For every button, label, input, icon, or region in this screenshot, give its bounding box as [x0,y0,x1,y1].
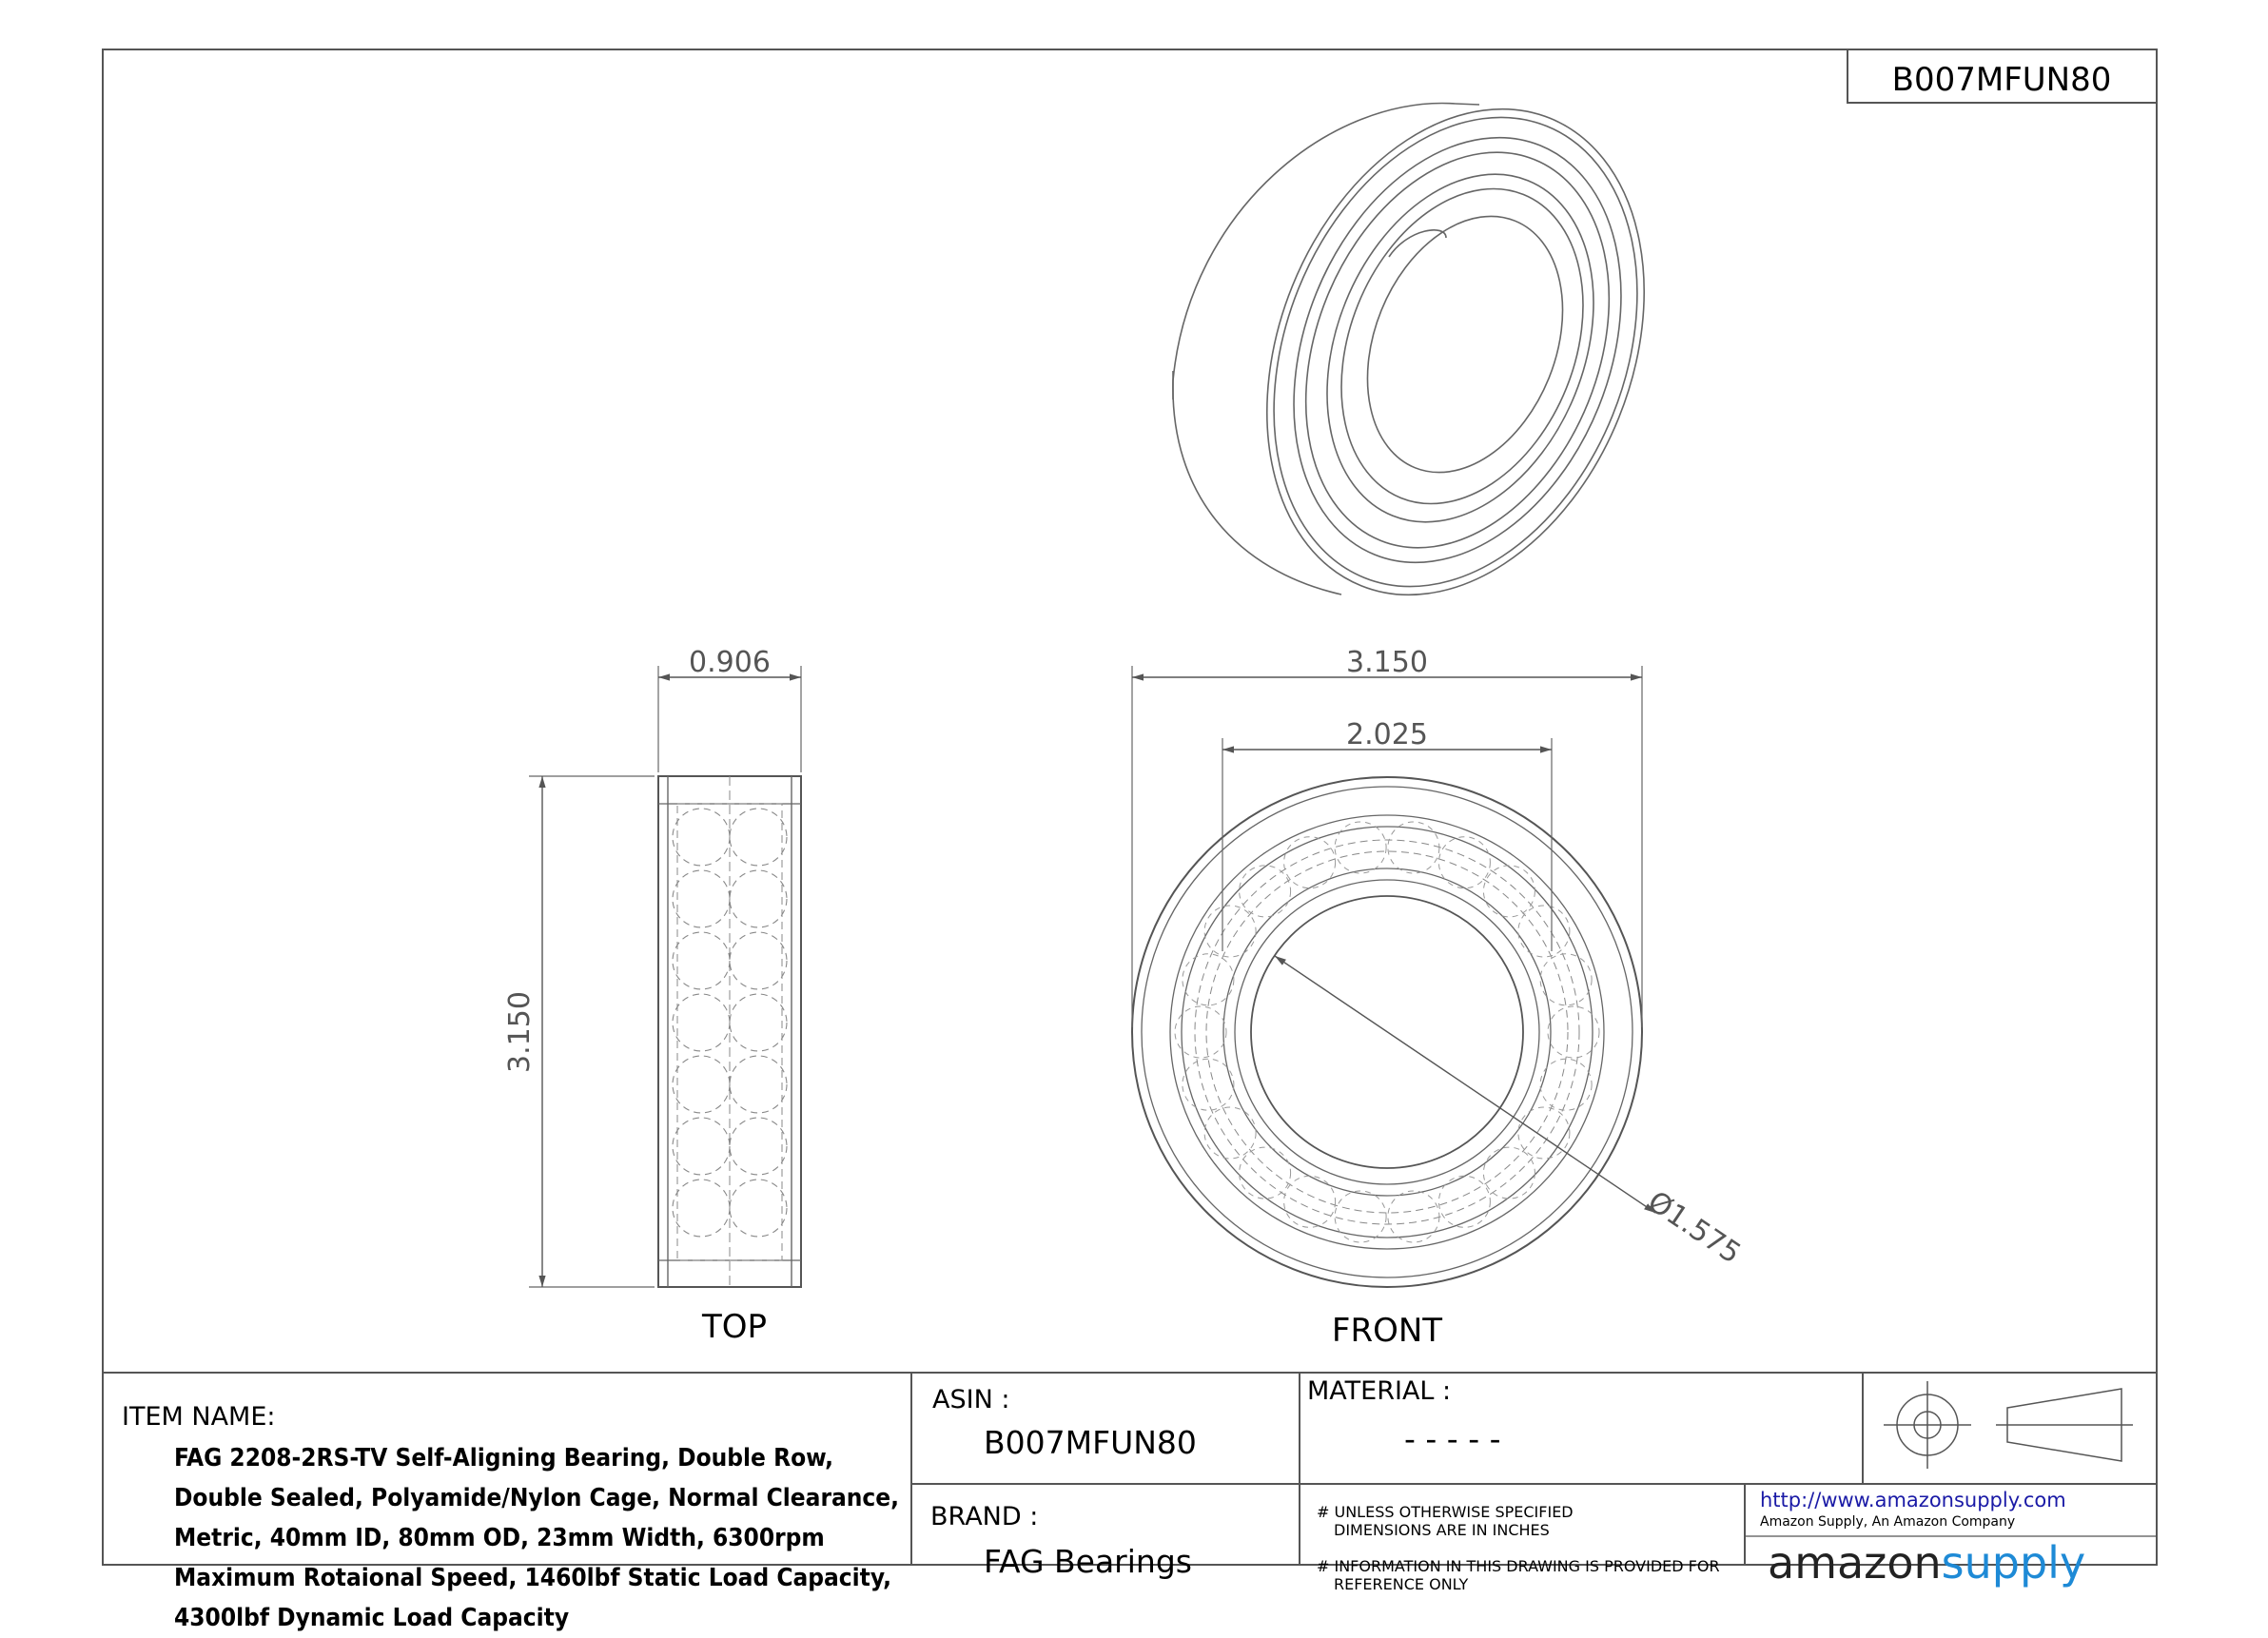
front-view-label: FRONT [1331,1312,1443,1350]
rolling-element [1204,1107,1256,1159]
rolling-element [1183,1059,1234,1110]
dim-top-height: 3.150 [503,991,537,1073]
logo-amazon: amazon [1768,1537,1942,1589]
dim-front-pitch: 2.025 [1346,718,1428,751]
rolling-element [1240,1147,1291,1199]
asin-value: B007MFUN80 [984,1424,1197,1461]
dim-top-width: 0.906 [689,646,771,679]
rolling-element [1335,822,1386,873]
rolling-element [1388,1191,1439,1242]
supplier-url-link[interactable]: http://www.amazonsupply.com [1760,1489,2066,1511]
rolling-element [1240,866,1291,917]
rolling-element [1518,1107,1570,1159]
sheet-border [103,49,2157,1565]
rolling-element [1284,837,1336,888]
brand-value: FAG Bearings [984,1543,1192,1580]
front-view [1132,666,1655,1287]
isometric-view [1173,52,1713,652]
part-number: B007MFUN80 [1891,61,2112,99]
amazon-supply-logo [1768,1539,2085,1587]
note-units-line2: DIMENSIONS ARE IN INCHES [1334,1521,1550,1539]
rolling-element [1483,1147,1535,1199]
rolling-element [1438,837,1490,888]
rolling-element [1540,954,1592,1005]
supplier-company: Amazon Supply, An Amazon Company [1760,1514,2016,1530]
item-name-value: FAG 2208-2RS-TV Self-Aligning Bearing, Double Row, Double Sealed, Polyamide/Nylon Cage, Normal Clearance, Metric, 40mm ID, 80mm OD, 23mm Width, 6300rpm Maximum Rotaional Speed, 1460lbf Static Load Capacity, 4300lbf Dynamic Load Capacity [174,1444,900,1632]
note-reference-line2: REFERENCE ONLY [1334,1575,1469,1593]
rolling-element [1183,954,1234,1005]
material-label: MATERIAL : [1307,1376,1452,1406]
asin-label: ASIN : [932,1385,1010,1414]
rolling-element [1284,1176,1336,1227]
projection-symbol-icon [1884,1381,2133,1469]
rolling-element [1388,822,1439,873]
material-value: - - - - - [1404,1420,1501,1457]
dim-front-outer: 3.150 [1346,646,1428,679]
note-reference [1317,1557,1720,1593]
logo-supply: supply [1941,1537,2086,1589]
rolling-element [1483,866,1535,917]
top-view [529,666,801,1287]
note-units [1317,1503,1574,1539]
note-units-line1: # UNLESS OTHERWISE SPECIFIED [1317,1503,1574,1521]
rolling-element [1518,906,1570,957]
brand-label: BRAND : [930,1502,1039,1531]
rolling-element [1540,1059,1592,1110]
item-name-label: ITEM NAME: [122,1402,276,1432]
rolling-element [1438,1176,1490,1227]
rolling-element [1204,906,1256,957]
rolling-element [1335,1191,1386,1242]
dim-front-bore: Ø1.575 [1641,1184,1747,1271]
note-reference-line1: # INFORMATION IN THIS DRAWING IS PROVIDED FOR [1317,1557,1720,1575]
top-view-label: TOP [701,1308,768,1346]
